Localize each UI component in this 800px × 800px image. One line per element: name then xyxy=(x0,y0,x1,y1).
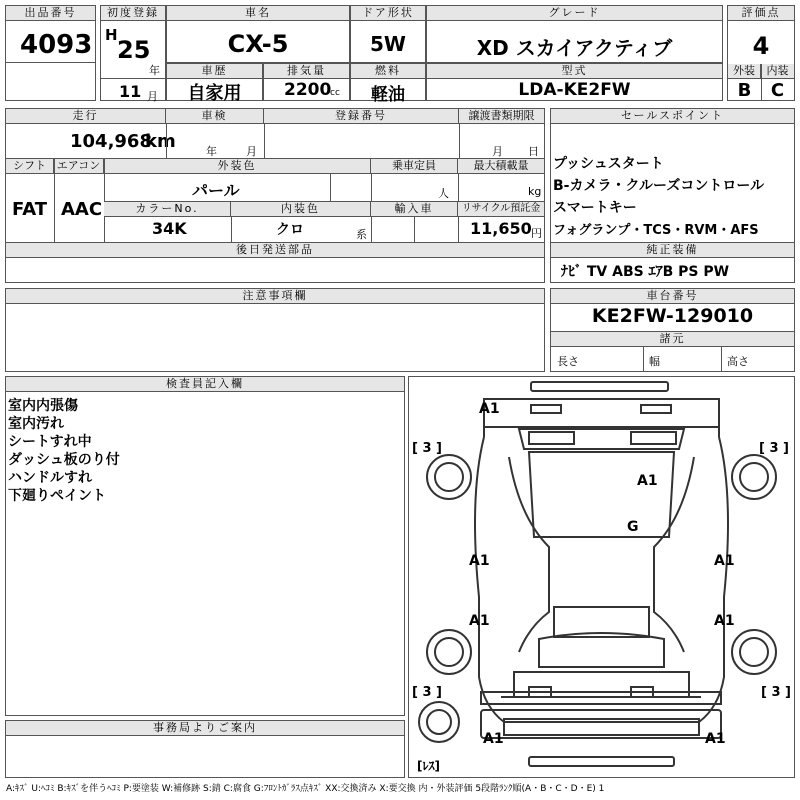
door-label: ドア形状 xyxy=(351,6,425,21)
inspector-note: 下廻りペイント xyxy=(8,488,106,504)
score-cell xyxy=(727,5,795,101)
tire-tread-mark: [ 3 ] xyxy=(761,685,791,700)
first-registration-label: 初度登録 xyxy=(101,6,165,21)
capacity-label: 乗車定員 xyxy=(371,159,458,174)
interior-label: 内装 xyxy=(761,64,794,79)
damage-mark: A1 xyxy=(714,553,735,569)
history: 自家用 xyxy=(187,83,242,104)
month: 11 xyxy=(119,82,142,101)
damage-mark: G xyxy=(627,519,639,535)
sales-point-block xyxy=(550,108,795,283)
recycle-fee-label: リサイクル預託金 xyxy=(458,202,544,217)
car-outline xyxy=(409,377,794,777)
lot-number-label: 出品番号 xyxy=(6,6,95,21)
transfer-deadline-label: 譲渡書類期限 xyxy=(459,109,544,124)
air-conditioner: AAC xyxy=(61,199,103,220)
capacity-unit: 人 xyxy=(438,187,449,200)
score: 4 xyxy=(752,32,770,60)
interior-color-unit: 系 xyxy=(356,228,367,241)
factory-equipment-label: 純正装備 xyxy=(551,243,794,258)
damage-legend: A:ｷｽﾞ U:ﾍｺﾐ B:ｷｽﾞを伴うﾍｺﾐ P:要塗装 W:補修跡 S:錆 C:腐食 G:ﾌﾛﾝﾄｶﾞﾗｽ点ｷｽﾞ XX:交換済み X:要交換 内・外装評価 5段階ﾗﾝｸ順(A・B・C・D・E) 1 xyxy=(6,784,605,794)
first-registration-cell xyxy=(100,5,166,101)
width-label: 幅 xyxy=(649,355,660,368)
model-code: LDA-KE2FW xyxy=(518,80,631,100)
inspector-note: シートすれ中 xyxy=(8,434,92,450)
interior-color-label: 内装色 xyxy=(231,202,371,217)
mileage-label: 走行 xyxy=(6,109,166,124)
displacement-label: 排気量 xyxy=(264,64,349,79)
car-name: CX-5 xyxy=(227,30,289,58)
import-label: 輸入車 xyxy=(371,202,458,217)
fuel-label: 燃料 xyxy=(351,64,425,79)
era: H xyxy=(105,26,118,44)
tire-tread-mark: [ 3 ] xyxy=(759,441,789,456)
transfer-day: 日 xyxy=(528,145,539,158)
lot-number: 4093 xyxy=(20,30,93,60)
fuel-cell xyxy=(350,63,426,105)
chassis-block xyxy=(550,288,795,372)
damage-mark: A1 xyxy=(469,613,490,629)
deferred-parts-label: 後日発送部品 xyxy=(6,243,544,258)
mileage: 104,968 xyxy=(70,131,152,152)
vehicle-info-block xyxy=(5,108,545,283)
notes-block xyxy=(5,288,545,372)
recycle-fee: 11,650 xyxy=(470,219,532,238)
max-load-unit: kg xyxy=(528,185,542,198)
inspector-notes-label: 検査員記入欄 xyxy=(6,377,404,392)
fuel: 軽油 xyxy=(371,85,405,105)
damage-mark: A1 xyxy=(705,731,726,747)
inspector-note: ハンドルすれ xyxy=(8,470,92,486)
interior-color: クロ xyxy=(276,222,304,238)
door-type: 5W xyxy=(370,32,406,56)
factory-equipment: ﾅﾋﾞ TV ABS ｴｱB PS PW xyxy=(561,264,730,280)
grade: XD スカイアクティブ xyxy=(476,36,673,60)
damage-mark: A1 xyxy=(714,613,735,629)
sales-point-item: プッシュスタート xyxy=(553,156,664,172)
car-damage-diagram xyxy=(408,376,795,778)
inspector-notes-block xyxy=(5,376,405,716)
sales-point-item: フォグランプ・TCS・RVM・AFS xyxy=(553,223,759,238)
grade-label: グレード xyxy=(427,6,722,21)
displacement: 2200 xyxy=(284,80,332,100)
shift-label: シフト xyxy=(6,159,54,174)
inspector-note: 室内汚れ xyxy=(8,416,64,432)
chassis-number: KE2FW-129010 xyxy=(591,305,754,327)
inspector-note: 室内内張傷 xyxy=(8,398,78,414)
color-number: 34K xyxy=(152,219,187,238)
height-label: 高さ xyxy=(727,355,749,368)
spare-tire-mark: [ﾚｽ] xyxy=(417,759,440,773)
tire-tread-mark: [ 3 ] xyxy=(412,685,442,700)
damage-mark: A1 xyxy=(483,731,504,747)
transfer-month: 月 xyxy=(492,145,503,158)
inspector-note: ダッシュ板のり付 xyxy=(8,452,120,468)
damage-mark: A1 xyxy=(637,473,658,489)
model-label: 型式 xyxy=(427,64,722,79)
car-name-label: 車名 xyxy=(167,6,349,21)
exterior-color: パール xyxy=(192,181,240,200)
lot-number-cell xyxy=(5,5,96,101)
office-info-block xyxy=(5,720,405,778)
grade-cell xyxy=(426,5,723,63)
shift: FAT xyxy=(12,199,48,220)
ac-label: エアコン xyxy=(54,159,104,174)
displacement-unit: cc xyxy=(330,88,340,98)
chassis-number-label: 車台番号 xyxy=(551,289,794,304)
damage-mark: A1 xyxy=(469,553,490,569)
inspection-month: 月 xyxy=(246,145,257,158)
sales-point-label: セールスポイント xyxy=(551,109,794,124)
interior-score: C xyxy=(770,80,785,101)
month-unit: 月 xyxy=(147,90,158,103)
exterior-label: 外装 xyxy=(728,64,761,79)
mileage-unit: km xyxy=(145,131,176,152)
notes-label: 注意事項欄 xyxy=(6,289,544,304)
tire-tread-mark: [ 3 ] xyxy=(412,441,442,456)
exterior-score: B xyxy=(737,80,752,101)
history-label: 車歴 xyxy=(167,64,262,79)
registration-number-label: 登録番号 xyxy=(264,109,459,124)
sales-point-item: B-カメラ・クルーズコントロール xyxy=(553,178,765,194)
max-load-label: 最大積載量 xyxy=(458,159,544,174)
year: 25 xyxy=(117,36,151,64)
history-cell xyxy=(166,63,263,104)
inspection-label: 車検 xyxy=(166,109,264,124)
office-info-label: 事務局よりご案内 xyxy=(6,721,404,736)
recycle-fee-unit: 円 xyxy=(531,227,542,240)
model-cell xyxy=(426,63,723,101)
length-label: 長さ xyxy=(557,355,579,368)
damage-mark: A1 xyxy=(479,401,500,417)
exterior-color-label: 外装色 xyxy=(104,159,371,174)
sales-point-item: スマートキー xyxy=(553,200,637,216)
door-cell xyxy=(350,5,426,63)
inspection-year: 年 xyxy=(206,145,217,158)
score-label: 評価点 xyxy=(728,6,794,21)
color-number-label: カラーNo. xyxy=(104,202,231,217)
car-name-cell xyxy=(166,5,350,63)
year-unit: 年 xyxy=(149,64,160,77)
specs-label: 諸元 xyxy=(551,332,794,347)
displacement-cell xyxy=(263,63,350,101)
